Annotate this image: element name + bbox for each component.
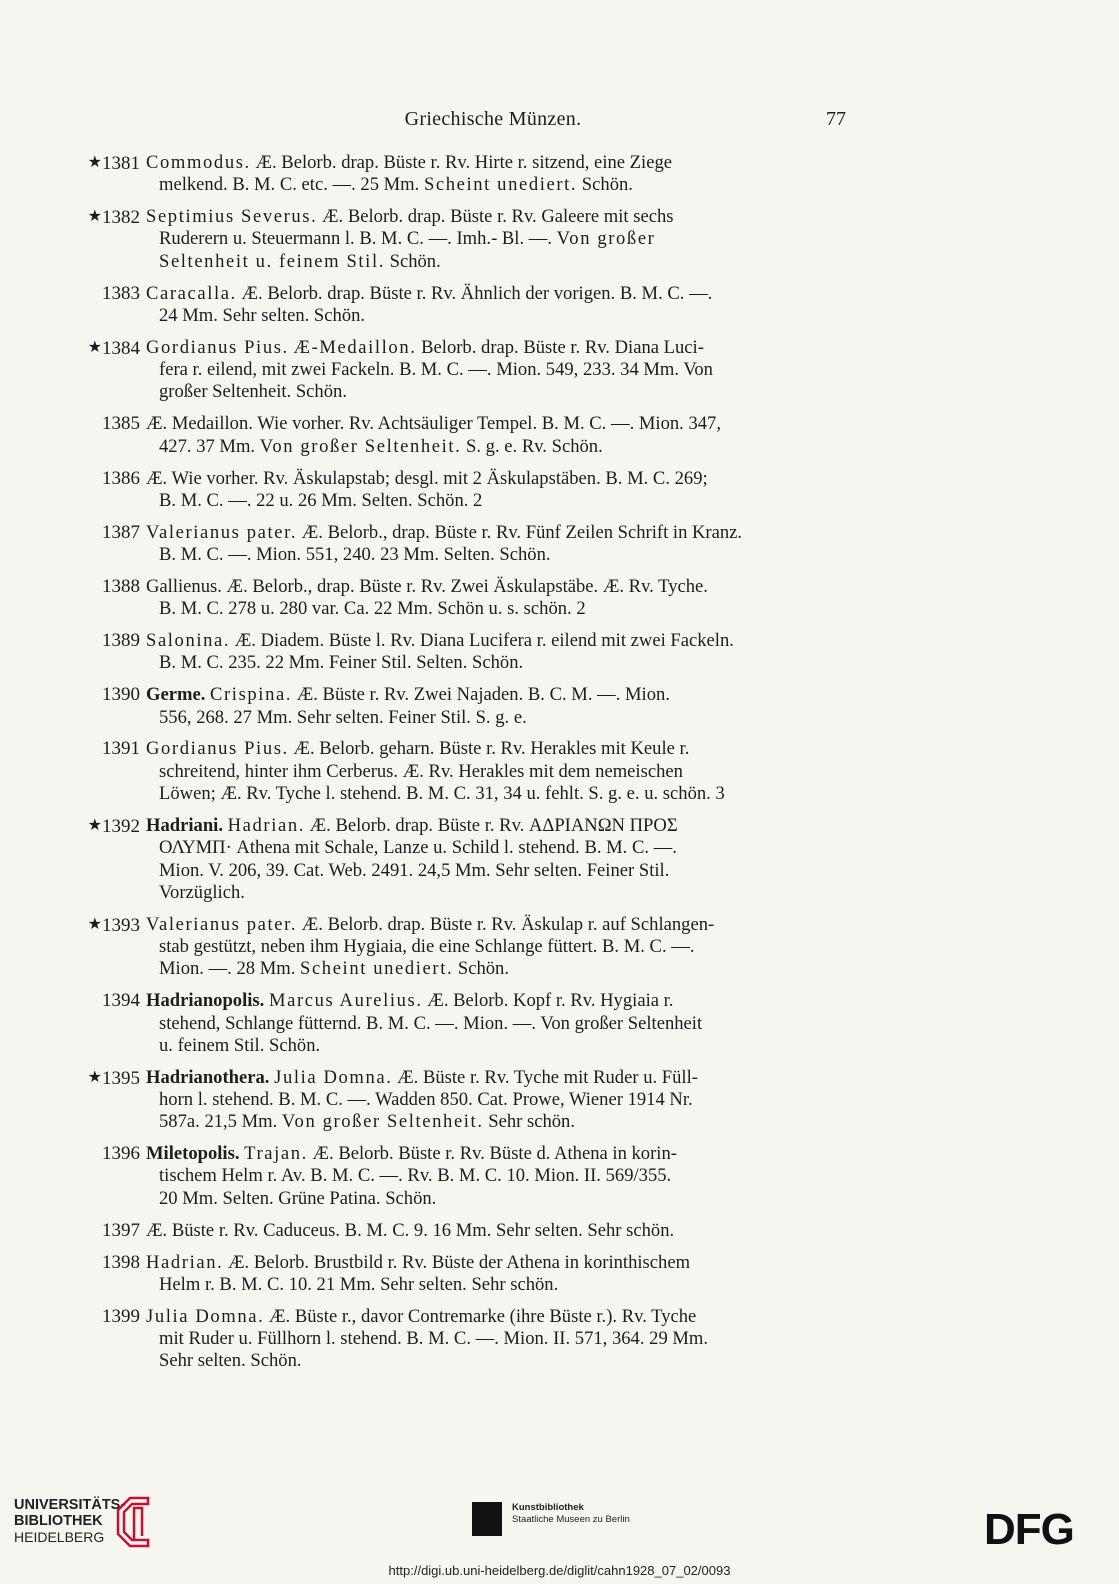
catalog-entry bbox=[0, 1143, 852, 1210]
catalog-entry bbox=[0, 990, 852, 1057]
entry-text: Julia Domna. bbox=[146, 1305, 265, 1327]
entry-text: Germe. bbox=[146, 684, 206, 706]
entry-text: Æ. Belorb. drap. Büste r. Rv. Ähnlich der vorigen. B. M. C. —. bbox=[236, 282, 713, 304]
entry-text: u. feinem Stil. Schön. bbox=[159, 1034, 321, 1056]
entry-line bbox=[146, 337, 852, 359]
uni-line-3: HEIDELBERG bbox=[14, 1529, 105, 1545]
entry-line bbox=[146, 1089, 852, 1111]
entry-text: Æ. Belorb. drap. Büste r. Rv. Hirte r. sitzend, eine Ziege bbox=[250, 152, 673, 173]
entry-line bbox=[146, 1143, 852, 1165]
entry-text: stab gestützt, neben ihm Hygiaia, die eine Schlange füttert. B. M. C. —. bbox=[159, 936, 695, 958]
star-icon: ★ bbox=[87, 154, 102, 171]
entry-number bbox=[0, 337, 140, 360]
entry-number-text: 1384 bbox=[102, 337, 140, 359]
entry-line bbox=[146, 598, 852, 620]
catalog-entry bbox=[0, 522, 852, 567]
entry-text: Æ. Büste r. Rv. Tyche mit Ruder u. Füll- bbox=[392, 1066, 698, 1088]
entry-line bbox=[146, 1328, 852, 1350]
catalog-entry bbox=[0, 684, 852, 729]
entry-text: Gordianus Pius. bbox=[146, 738, 289, 760]
entry-number bbox=[0, 206, 140, 229]
entry-line bbox=[146, 882, 852, 904]
page-number: 77 bbox=[826, 108, 846, 130]
entry-line bbox=[146, 359, 852, 381]
entry-line bbox=[146, 174, 852, 196]
entry-text: B. M. C. —. 22 u. 26 Mm. Selten. Schön. 2 bbox=[159, 489, 483, 511]
entry-number bbox=[0, 1220, 140, 1242]
entry-text: Von großer Seltenheit. bbox=[259, 435, 462, 457]
star-icon: ★ bbox=[87, 816, 102, 834]
entry-text: B. M. C. —. Mion. 551, 240. 23 Mm. Selten. Schön. bbox=[159, 544, 551, 566]
entry-line bbox=[146, 707, 852, 729]
entry-number bbox=[0, 914, 140, 937]
entry-text: Schön. bbox=[453, 958, 509, 980]
entry-line bbox=[146, 1067, 852, 1089]
entry-text: Hadrian. bbox=[227, 814, 305, 836]
entry-text: Sehr schön. bbox=[483, 1111, 575, 1133]
entry-number-text: 1395 bbox=[102, 1067, 140, 1089]
catalog-entry bbox=[0, 206, 852, 273]
catalog-entry bbox=[0, 576, 852, 621]
entry-line bbox=[146, 283, 852, 305]
entry-text: ΟΛΥΜΠ· Athena mit Schale, Lanze u. Schild l. stehend. B. M. C. —. bbox=[159, 837, 677, 859]
catalog-entry bbox=[0, 815, 852, 904]
entry-line bbox=[146, 860, 852, 882]
university-library-logo-icon bbox=[110, 1496, 154, 1550]
entry-line bbox=[146, 1035, 852, 1057]
catalog-entry bbox=[0, 152, 852, 197]
entry-line bbox=[146, 1252, 852, 1274]
entry-line bbox=[146, 1350, 852, 1372]
entry-number-text: 1396 bbox=[102, 1143, 140, 1165]
entry-number bbox=[0, 1143, 140, 1165]
entry-text: Æ. Diadem. Büste l. Rv. Diana Lucifera r. eilend mit zwei Fackeln. bbox=[230, 630, 734, 652]
entry-line bbox=[146, 1306, 852, 1328]
entry-text: Von großer Seltenheit. bbox=[281, 1111, 484, 1133]
entry-text: Æ. Wie vorher. Rv. Äskulapstab; desgl. mit 2 Äskulapstäben. B. M. C. 269; bbox=[146, 467, 708, 489]
kunstbibliothek-logo-text[interactable] bbox=[512, 1502, 672, 1526]
entry-number-text: 1398 bbox=[102, 1251, 140, 1273]
entry-number-text: 1399 bbox=[102, 1305, 140, 1327]
entry-text: Salonina. bbox=[146, 630, 231, 652]
catalog-entry bbox=[0, 413, 852, 458]
entry-text: Hadrianothera. bbox=[146, 1066, 270, 1088]
entry-line bbox=[146, 413, 852, 435]
entry-text: Æ. Büste r., davor Contremarke (ihre Büste r.). Rv. Tyche bbox=[264, 1305, 697, 1327]
entry-line bbox=[146, 1220, 852, 1242]
entry-text: Belorb. drap. Büste r. Rv. Diana Luci- bbox=[416, 336, 704, 358]
entry-text: Vorzüglich. bbox=[159, 881, 245, 903]
entry-text: Seltenheit u. feinem Stil. bbox=[159, 250, 385, 272]
entry-line bbox=[146, 468, 852, 490]
entry-text: Caracalla. bbox=[146, 282, 237, 304]
entry-line bbox=[146, 544, 852, 566]
uni-line-2: BIBLIOTHEK bbox=[14, 1513, 103, 1529]
entry-number bbox=[0, 522, 140, 544]
entry-text: Sehr selten. Schön. bbox=[159, 1350, 302, 1372]
entry-line bbox=[146, 914, 852, 936]
entry-number-text: 1387 bbox=[102, 521, 140, 543]
entry-line bbox=[146, 436, 852, 458]
entry-text: Mion. V. 206, 39. Cat. Web. 2491. 24,5 Mm. Sehr selten. Feiner Stil. bbox=[159, 859, 670, 881]
entry-line bbox=[146, 990, 852, 1012]
entry-text: Gallienus. Æ. Belorb., drap. Büste r. Rv. Zwei Äskulapstäbe. Æ. Rv. Tyche. bbox=[146, 575, 708, 597]
kb-line-2: Staatliche Museen zu Berlin bbox=[512, 1514, 630, 1525]
uni-line-1: UNIVERSITÄTS- bbox=[14, 1497, 126, 1513]
entry-number bbox=[0, 1306, 140, 1328]
entry-text: horn l. stehend. B. M. C. —. Wadden 850. Cat. Prowe, Wiener 1914 Nr. bbox=[159, 1089, 693, 1110]
entry-number-text: 1391 bbox=[102, 738, 140, 760]
entry-line bbox=[146, 936, 852, 958]
catalog-entry bbox=[0, 1252, 852, 1297]
entry-number bbox=[0, 1252, 140, 1274]
entry-text: fera r. eilend, mit zwei Fackeln. B. M. C. —. Mion. 549, 233. 34 Mm. Von bbox=[159, 359, 713, 381]
entry-line bbox=[146, 837, 852, 859]
entry-number bbox=[0, 1067, 140, 1090]
entry-text: Ruderern u. Steuermann l. B. M. C. —. Imh.- Bl. —. bbox=[159, 228, 557, 250]
entry-number-text: 1386 bbox=[102, 467, 140, 489]
catalog-entry bbox=[0, 1220, 852, 1242]
entry-line bbox=[146, 958, 852, 980]
star-icon: ★ bbox=[87, 208, 102, 226]
entry-line bbox=[146, 576, 852, 598]
entry-text: Æ. Belorb. geharn. Büste r. Rv. Herakles mit Keule r. bbox=[288, 738, 690, 760]
entry-text: Septimius Severus. bbox=[146, 206, 318, 228]
entry-text: Hadrian. bbox=[146, 1251, 224, 1273]
entry-text: 24 Mm. Sehr selten. Schön. bbox=[159, 304, 366, 326]
entry-text: 556, 268. 27 Mm. Sehr selten. Feiner Stil. S. g. e. bbox=[159, 706, 527, 728]
entry-line bbox=[146, 1274, 852, 1296]
entry-line bbox=[146, 783, 852, 805]
entry-line bbox=[146, 305, 852, 327]
catalog-entry bbox=[0, 630, 852, 675]
entry-text: schreitend, hinter ihm Cerberus. Æ. Rv. Herakles mit dem nemeischen bbox=[159, 760, 683, 782]
entry-line bbox=[146, 228, 852, 250]
entry-text: Scheint unediert. bbox=[423, 174, 578, 196]
entry-text: Æ. Belorb. Brustbild r. Rv. Büste der Athena in korinthischem bbox=[223, 1251, 691, 1273]
entry-text: Æ. Büste r. Rv. Zwei Najaden. B. C. M. —. Mion. bbox=[292, 684, 670, 706]
catalog-entry bbox=[0, 283, 852, 328]
entry-line bbox=[146, 251, 852, 273]
entry-text: Von großer bbox=[556, 228, 656, 250]
dfg-logo[interactable]: DFG bbox=[984, 1505, 1074, 1554]
entry-text: Mion. —. 28 Mm. bbox=[159, 958, 301, 980]
entry-text: Hadriani. bbox=[146, 814, 223, 836]
entry-line bbox=[146, 1165, 852, 1187]
entry-number-text: 1397 bbox=[102, 1219, 140, 1241]
entry-text: Hadrianopolis. bbox=[146, 990, 265, 1012]
entry-line bbox=[146, 684, 852, 706]
entry-number-text: 1383 bbox=[102, 282, 140, 304]
entry-text: Löwen; Æ. Rv. Tyche l. stehend. B. M. C. 31, 34 u. fehlt. S. g. e. u. schön. 3 bbox=[159, 783, 725, 805]
entry-text: Crispina. bbox=[210, 684, 293, 706]
entry-text: B. M. C. 235. 22 Mm. Feiner Stil. Selten. Schön. bbox=[159, 652, 524, 674]
entry-line bbox=[146, 630, 852, 652]
source-url[interactable]: http://digi.ub.uni-heidelberg.de/diglit/cahn1928_07_02/0093 bbox=[388, 1563, 731, 1578]
entry-line bbox=[146, 490, 852, 512]
catalog-entry bbox=[0, 738, 852, 805]
entry-line bbox=[146, 815, 852, 837]
entry-text: Valerianus pater. bbox=[146, 913, 298, 935]
entry-text: Æ. Medaillon. Wie vorher. Rv. Achtsäuliger Tempel. B. M. C. —. Mion. 347, bbox=[146, 413, 721, 435]
star-icon: ★ bbox=[87, 1068, 102, 1086]
entry-number-text: 1389 bbox=[102, 630, 140, 652]
entry-number-text: 1394 bbox=[102, 990, 140, 1012]
catalog-entries bbox=[0, 152, 1119, 1382]
entry-number bbox=[0, 815, 140, 838]
entry-text: Gordianus Pius. bbox=[146, 336, 289, 358]
entry-number-text: 1390 bbox=[102, 684, 140, 706]
entry-line bbox=[146, 522, 852, 544]
entry-text: Helm r. B. M. C. 10. 21 Mm. Sehr selten. Sehr schön. bbox=[159, 1273, 559, 1295]
entry-text: Æ. Belorb. drap. Büste r. Rv. Äskulap r. auf Schlangen- bbox=[297, 913, 715, 935]
entry-text: stehend, Schlange fütternd. B. M. C. —. Mion. —. Von großer Seltenheit bbox=[159, 1012, 703, 1034]
entry-number-text: 1381 bbox=[102, 153, 140, 174]
entry-line bbox=[146, 152, 852, 174]
star-icon: ★ bbox=[87, 915, 102, 933]
star-icon: ★ bbox=[87, 338, 102, 356]
entry-number-text: 1388 bbox=[102, 575, 140, 597]
entry-text: 587a. 21,5 Mm. bbox=[159, 1111, 282, 1133]
kunstbibliothek-logo-icon bbox=[472, 1502, 502, 1536]
entry-number bbox=[0, 468, 140, 490]
entry-line bbox=[146, 1188, 852, 1210]
entry-text: Valerianus pater. bbox=[146, 521, 298, 543]
catalog-entry bbox=[0, 468, 852, 513]
kb-line-1: Kunstbibliothek bbox=[512, 1502, 584, 1513]
entry-number-text: 1382 bbox=[102, 207, 140, 229]
page-header bbox=[140, 108, 846, 138]
entry-text: 427. 37 Mm. bbox=[159, 435, 260, 457]
entry-line bbox=[146, 738, 852, 760]
entry-line bbox=[146, 1013, 852, 1035]
entry-line bbox=[146, 761, 852, 783]
entry-text: 20 Mm. Selten. Grüne Patina. Schön. bbox=[159, 1187, 437, 1209]
entry-number bbox=[0, 684, 140, 706]
entry-text: Marcus Aurelius. bbox=[268, 990, 423, 1012]
catalog-entry bbox=[0, 337, 852, 404]
entry-number bbox=[0, 413, 140, 435]
catalog-entry bbox=[0, 1306, 852, 1373]
entry-text: Schön. bbox=[384, 250, 441, 272]
catalog-entry bbox=[0, 914, 852, 981]
entry-text: Trajan. bbox=[244, 1143, 308, 1165]
entry-text: mit Ruder u. Füllhorn l. stehend. B. M. C. —. Mion. II. 571, 364. 29 Mm. bbox=[159, 1328, 709, 1350]
entry-text: Miletopolis. bbox=[146, 1143, 240, 1165]
entry-text: Æ. Belorb. drap. Büste r. Rv. Galeere mit sechs bbox=[317, 206, 674, 228]
entry-number bbox=[0, 990, 140, 1012]
entry-text: großer Seltenheit. Schön. bbox=[159, 381, 347, 403]
entry-number bbox=[0, 630, 140, 652]
entry-line bbox=[146, 206, 852, 228]
entry-number-text: 1392 bbox=[102, 815, 140, 837]
entry-text: tischem Helm r. Av. B. M. C. —. Rv. B. M. C. 10. Mion. II. 569/355. bbox=[159, 1165, 672, 1187]
entry-number bbox=[0, 576, 140, 598]
entry-number bbox=[0, 738, 140, 760]
entry-text: Æ. Belorb. Büste r. Rv. Büste d. Athena in korin- bbox=[307, 1143, 677, 1165]
entry-text: Julia Domna. bbox=[274, 1066, 393, 1088]
entry-text: S. g. e. Rv. Schön. bbox=[461, 435, 603, 457]
entry-text: Æ. Belorb. drap. Büste r. Rv. ΑΔΡΙΑΝΩΝ ΠΡΟΣ bbox=[304, 814, 678, 836]
page-title: Griechische Münzen. bbox=[404, 108, 582, 130]
entry-text: melkend. B. M. C. etc. —. 25 Mm. bbox=[159, 174, 424, 196]
entry-text: Æ. Büste r. Rv. Caduceus. B. M. C. 9. 16 Mm. Sehr selten. Sehr schön. bbox=[146, 1219, 675, 1241]
entry-text: B. M. C. 278 u. 280 var. Ca. 22 Mm. Schön u. s. schön. 2 bbox=[159, 598, 586, 620]
entry-text: Schön. bbox=[577, 174, 633, 196]
entry-number-text: 1393 bbox=[102, 914, 140, 936]
entry-text: Æ. Belorb., drap. Büste r. Rv. Fünf Zeilen Schrift in Kranz. bbox=[297, 521, 743, 543]
entry-number bbox=[0, 152, 140, 175]
catalog-entry bbox=[0, 1067, 852, 1134]
entry-text: Scheint unediert. bbox=[300, 958, 454, 980]
entry-text: Æ. Belorb. Kopf r. Rv. Hygiaia r. bbox=[422, 990, 674, 1012]
entry-line bbox=[146, 381, 852, 403]
entry-line bbox=[146, 1111, 852, 1133]
entry-text: Commodus. bbox=[146, 152, 251, 173]
entry-line bbox=[146, 652, 852, 674]
entry-number bbox=[0, 283, 140, 305]
entry-number-text: 1385 bbox=[102, 413, 140, 435]
entry-text: Æ-Medaillon. bbox=[293, 336, 417, 358]
